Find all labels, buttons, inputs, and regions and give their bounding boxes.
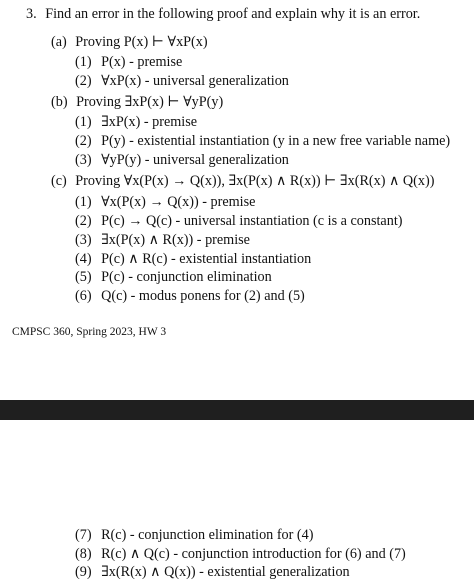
part-a-step-1 [75,53,182,71]
question-heading [26,5,420,23]
step-text: Q(c) - modus ponens for (2) and (5) [101,288,305,304]
part-c-heading [51,172,434,190]
step-text: P(c) → Q(c) - universal instantiation (c is a constant) [101,213,403,229]
question-text: Find an error in the following proof and explain why it is an error. [45,6,421,22]
part-c-step-3 [75,231,250,249]
step-text: R(c) ∧ Q(c) - conjunction introduction for (6) and (7) [101,546,406,562]
step-number: (3) [75,232,92,248]
part-a-heading [51,33,208,51]
part-b-step-3 [75,151,289,169]
part-c-step-2 [75,212,403,230]
step-number: (5) [75,269,92,285]
step-number: (1) [75,54,92,70]
step-number: (6) [75,288,92,304]
part-b-label: (b) [51,94,68,110]
step-number: (4) [75,251,92,267]
step-number: (8) [75,546,92,562]
part-c-step-1 [75,193,255,211]
page-footer: CMPSC 360, Spring 2023, HW 3 [12,326,167,338]
step-text: R(c) - conjunction elimination for (4) [101,527,314,543]
part-c-step-6 [75,287,305,305]
step-text: ∃x(R(x) ∧ Q(x)) - existential generalization [101,564,350,580]
step-number: (1) [75,114,92,130]
step-text: P(y) - existential instantiation (y in a new free variable name) [101,133,451,149]
question-number: 3. [26,6,37,22]
part-c-label: (c) [51,173,67,189]
step-text: P(x) - premise [101,54,183,70]
part-c-statement: Proving ∀x(P(x) → Q(x)), ∃x(P(x) ∧ R(x)) ⊢ ∃x(R(x) ∧ Q(x)) [75,173,435,189]
step-number: (2) [75,133,92,149]
part-a-label: (a) [51,34,67,50]
step-text: ∃xP(x) - premise [101,114,198,130]
step-number: (7) [75,527,92,543]
part-c-step-9 [75,563,350,581]
part-c-step-8 [75,545,406,563]
part-b-step-1 [75,113,197,131]
step-number: (1) [75,194,92,210]
step-number: (2) [75,213,92,229]
part-b-step-2 [75,132,450,150]
page-break-divider [0,400,474,420]
step-text: ∀xP(x) - universal generalization [101,73,289,89]
part-c-step-4 [75,250,311,268]
part-c-step-7 [75,526,313,544]
step-text: ∀x(P(x) → Q(x)) - premise [101,194,256,210]
step-text: P(c) ∧ R(c) - existential instantiation [101,251,312,267]
part-b-heading [51,93,223,111]
step-text: ∀yP(y) - universal generalization [101,152,289,168]
part-b-statement: Proving ∃xP(x) ⊢ ∀yP(y) [76,94,224,110]
part-a-statement: Proving P(x) ⊢ ∀xP(x) [75,34,208,50]
step-number: (2) [75,73,92,89]
step-number: (9) [75,564,92,580]
step-text: ∃x(P(x) ∧ R(x)) - premise [101,232,250,248]
part-c-step-5 [75,268,272,286]
step-text: P(c) - conjunction elimination [101,269,272,285]
step-number: (3) [75,152,92,168]
part-a-step-2 [75,72,289,90]
